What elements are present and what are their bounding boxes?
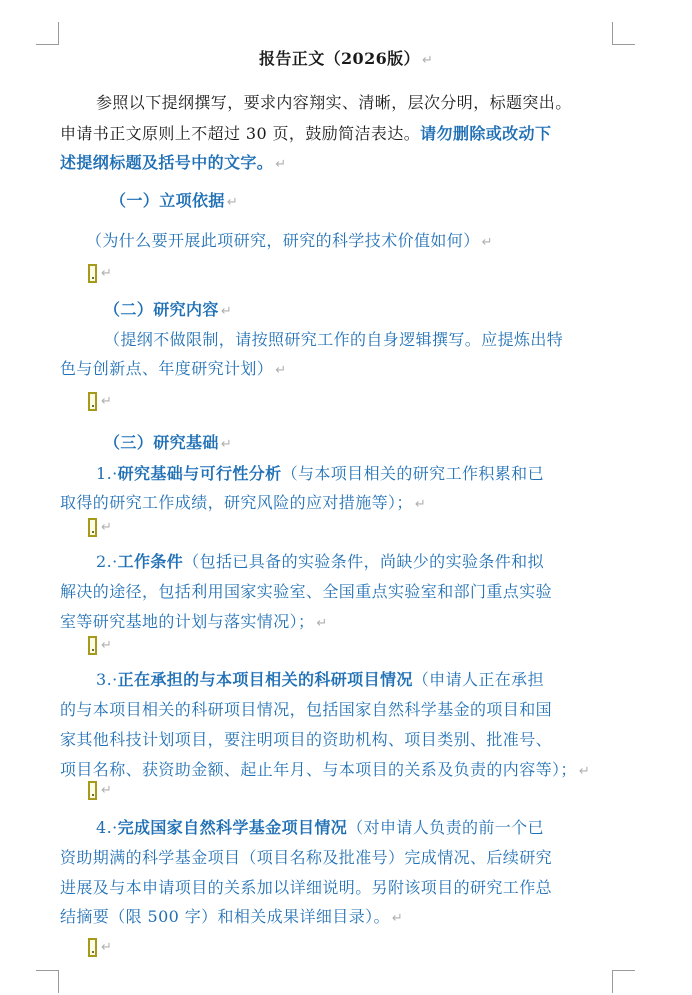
paragraph-mark-icon: ↵ <box>101 266 112 281</box>
item-4-text-1[interactable]: （对申请人负责的前一个已 <box>347 818 544 837</box>
section-2-note-line-2[interactable] <box>60 356 287 379</box>
empty-text-field[interactable] <box>88 636 97 655</box>
item-2-line-3[interactable] <box>60 609 328 632</box>
paragraph-mark-icon: ↵ <box>275 157 287 172</box>
paragraph-mark-icon: ↵ <box>101 520 112 535</box>
document-title[interactable] <box>259 46 433 69</box>
intro-text-2[interactable]: 申请书正文原则上不超过 30 页，鼓励简洁表达。 <box>60 124 421 143</box>
intro-line-3[interactable] <box>60 150 287 173</box>
paragraph-mark-icon: ↵ <box>101 638 112 653</box>
section-1-heading[interactable] <box>110 188 238 211</box>
item-4-text-2[interactable]: 资助期满的科学基金项目（项目名称及批准号）完成情况、后续研究 <box>60 848 553 867</box>
item-4-line-4[interactable] <box>60 904 403 927</box>
item-1-number: 1.· <box>96 464 118 483</box>
item-4-line-2[interactable] <box>60 845 552 868</box>
section-3-heading-text[interactable]: （三）研究基础 <box>104 433 219 452</box>
paragraph-mark-icon: ↵ <box>421 53 434 68</box>
document-title-text[interactable]: 报告正文（2026版） <box>259 49 420 68</box>
item-2-title[interactable]: 工作条件 <box>117 552 184 571</box>
paragraph-mark-icon: ↵ <box>101 394 112 409</box>
paragraph-mark-icon: ↵ <box>414 497 427 512</box>
item-3-text-4[interactable]: 项目名称、获资助金额、起止年月、与本项目的关系及负责的内容等）； <box>60 760 577 779</box>
intro-line-1[interactable] <box>96 90 572 113</box>
paragraph-mark-icon: ↵ <box>101 940 112 955</box>
section-2-note-text-2[interactable]: 色与创新点、年度研究计划） <box>60 359 274 378</box>
paragraph-mark-icon: ↵ <box>101 783 112 798</box>
empty-text-field[interactable] <box>88 392 97 411</box>
paragraph-mark-icon: ↵ <box>275 363 287 378</box>
intro-warning-text[interactable]: 请勿删除或改动下 <box>420 124 552 143</box>
section-2-heading[interactable] <box>104 297 232 320</box>
item-3-line-3[interactable] <box>60 727 552 750</box>
item-1-text-1[interactable]: （与本项目相关的研究工作积累和已 <box>281 464 544 483</box>
item-3-line-2[interactable] <box>60 697 552 720</box>
item-3-line-1[interactable] <box>96 667 544 690</box>
margin-mark-bottom-left <box>36 970 59 993</box>
empty-text-field[interactable] <box>88 781 97 800</box>
item-1-text-2[interactable]: 取得的研究工作成绩，研究风险的应对措施等）； <box>60 493 413 512</box>
item-2-text-3[interactable]: 室等研究基地的计划与落实情况）； <box>60 612 315 631</box>
margin-mark-bottom-right <box>612 970 635 993</box>
paragraph-mark-icon: ↵ <box>578 764 591 779</box>
item-2-number: 2.· <box>96 552 118 571</box>
paragraph-mark-icon: ↵ <box>220 304 233 319</box>
section-1-note-text[interactable]: （为什么要开展此项研究，研究的科学技术价值如何） <box>86 231 480 250</box>
item-1-title[interactable]: 研究基础与可行性分析 <box>117 464 282 483</box>
paragraph-mark-icon: ↵ <box>481 235 493 250</box>
item-4-text-4[interactable]: 结摘要（限 500 字）和相关成果详细目录）。 <box>60 907 390 926</box>
item-4-text-3[interactable]: 进展及与本申请项目的关系加以详细说明。另附该项目的研究工作总 <box>60 878 553 897</box>
item-1-line-1[interactable] <box>96 461 544 484</box>
empty-text-field[interactable] <box>88 264 97 283</box>
paragraph-mark-icon: ↵ <box>220 437 233 452</box>
empty-text-field[interactable] <box>88 938 97 957</box>
item-4-number: 4.· <box>96 818 118 837</box>
empty-text-field[interactable] <box>88 518 97 537</box>
item-2-text-1[interactable]: （包括已具备的实验条件，尚缺少的实验条件和拟 <box>183 552 544 571</box>
intro-line-2[interactable] <box>60 121 551 144</box>
intro-text-1[interactable]: 参照以下提纲撰写，要求内容翔实、清晰，层次分明，标题突出。 <box>96 93 572 112</box>
paragraph-mark-icon: ↵ <box>316 616 328 631</box>
intro-warning-text-2[interactable]: 述提纲标题及括号中的文字。 <box>60 153 274 172</box>
item-1-line-2[interactable] <box>60 490 426 513</box>
item-3-text-2[interactable]: 的与本项目相关的科研项目情况，包括国家自然科学基金的项目和国 <box>60 700 553 719</box>
section-2-note-text-1[interactable]: （提纲不做限制，请按照研究工作的自身逻辑撰写。应提炼出特 <box>104 330 564 349</box>
section-1-note[interactable] <box>86 228 493 251</box>
item-3-text-1[interactable]: （申请人正在承担 <box>412 670 544 689</box>
item-2-line-2[interactable] <box>60 579 552 602</box>
item-3-number: 3.· <box>96 670 118 689</box>
item-4-title[interactable]: 完成国家自然科学基金项目情况 <box>117 818 348 837</box>
section-3-heading[interactable] <box>104 430 232 453</box>
item-3-title[interactable]: 正在承担的与本项目相关的科研项目情况 <box>117 670 413 689</box>
item-4-line-1[interactable] <box>96 815 544 838</box>
paragraph-mark-icon: ↵ <box>226 195 239 210</box>
section-2-heading-text[interactable]: （二）研究内容 <box>104 300 219 319</box>
section-1-heading-text[interactable]: （一）立项依据 <box>110 191 225 210</box>
item-2-text-2[interactable]: 解决的途径，包括利用国家实验室、全国重点实验室和部门重点实验 <box>60 582 553 601</box>
item-2-line-1[interactable] <box>96 549 544 572</box>
paragraph-mark-icon: ↵ <box>391 911 404 926</box>
item-4-line-3[interactable] <box>60 875 552 898</box>
item-3-line-4[interactable] <box>60 757 590 780</box>
section-2-note-line-1[interactable] <box>104 327 563 350</box>
margin-mark-top-right <box>612 22 635 45</box>
item-3-text-3[interactable]: 家其他科技计划项目，要注明项目的资助机构、项目类别、批准号、 <box>60 730 553 749</box>
margin-mark-top-left <box>36 22 59 45</box>
